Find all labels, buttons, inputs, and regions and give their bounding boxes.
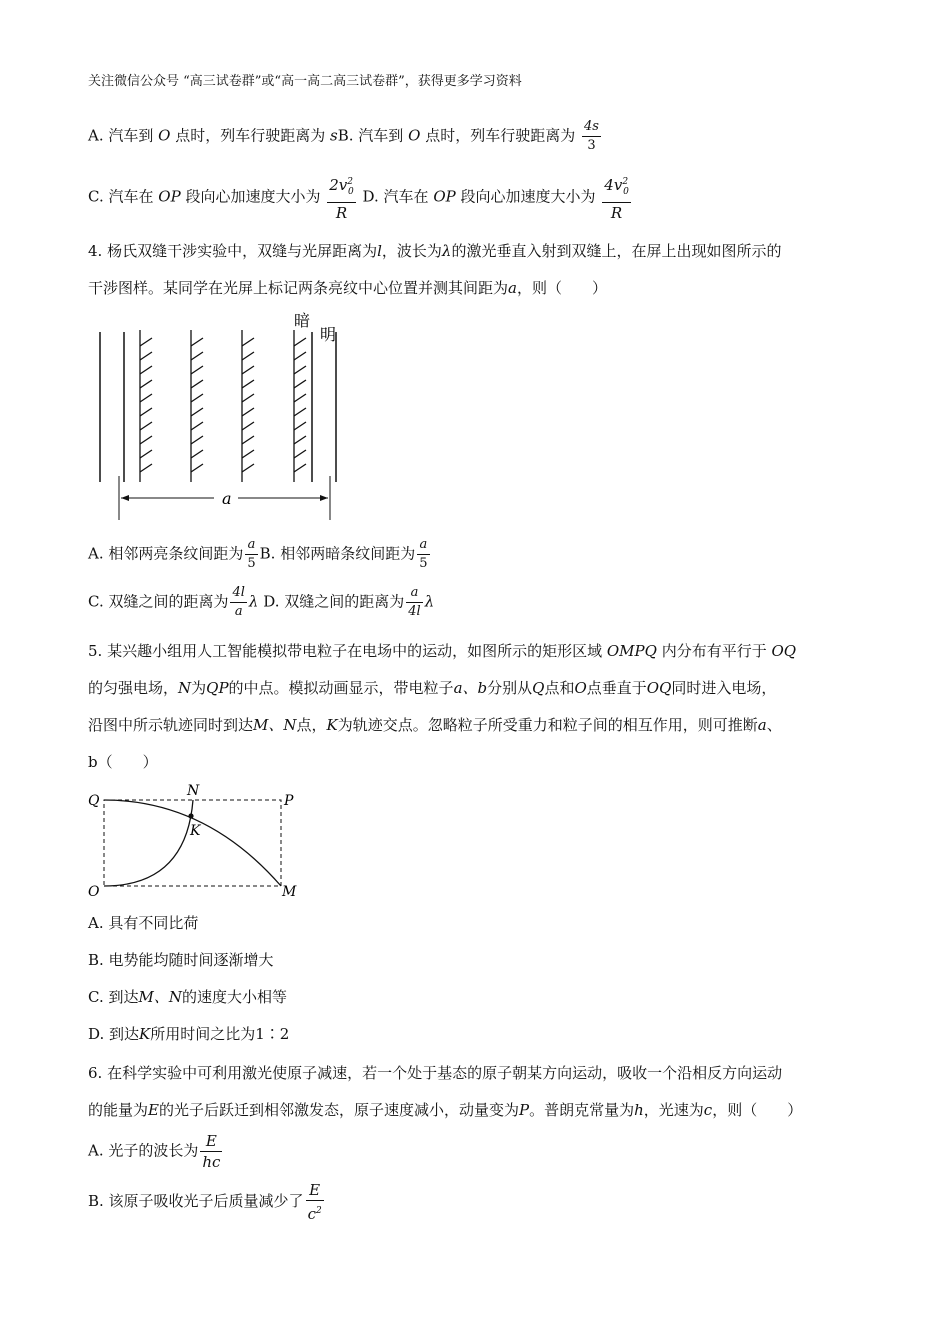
q3-optD-OP: OP [433, 187, 456, 206]
dark-fringe-1 [140, 330, 152, 482]
q3-optC-fraction: $\frac{2v^2_0}{R}$ [327, 172, 356, 223]
q3-options-ab [88, 118, 603, 155]
q6-stem-line2: 的能量为E的光子后跃迁到相邻激发态，原子速度减小，动量变为P。普朗克常量为h，光速为c，则（ ） [88, 1101, 803, 1119]
q3-optD-text: D. 汽车在 [362, 187, 429, 206]
q5-optA: A. 具有不同比荷 [88, 914, 199, 932]
q5-optD: D. 到达K所用时间之比为1∶2 [88, 1025, 290, 1043]
distance-label: a [222, 489, 232, 508]
q3-optB-text: B. 汽车到 [337, 126, 404, 145]
q3-optD-mid: 段向心加速度大小为 [460, 187, 596, 206]
q3-optA-s: s [330, 126, 338, 145]
q4-options-ab: A. 相邻两亮条纹间距为 $\frac{a}{5}$ B. 相邻两暗条纹间距为 $\frac{a}{5}$ [88, 537, 428, 571]
label-K: K [190, 823, 201, 839]
header-note: 关注微信公众号 “高三试卷群”或“高一高二高三试卷群”，获得更多学习资料 [88, 74, 522, 89]
dark-label: 暗 [294, 311, 311, 330]
intersection-point [188, 813, 193, 818]
q5-stem-line3: 沿图中所示轨迹同时到达M、N点，K为轨迹交点。忽略粒子所受重力和粒子间的相互作用，则可推断a、 [88, 716, 782, 734]
q5-stem-line2: 的匀强电场，N为QP的中点。模拟动画显示，带电粒子a、b分别从Q点和O点垂直于OQ同时进入电场， [88, 679, 777, 697]
interference-pattern-figure [90, 310, 390, 525]
q6-optB: B. 该原子吸收光子后质量减少了 $\frac{E}{c^2}$ [88, 1181, 322, 1223]
q3-optA-O: O [158, 126, 171, 145]
q4-stem-line2: 干涉图样。某同学在光屏上标记两条亮纹中心位置并测其间距为a，则（ ） [88, 279, 607, 297]
label-N: N [187, 783, 200, 799]
label-P: P [284, 793, 294, 809]
q3-optD-fraction: $\frac{4v^2_0}{R}$ [602, 172, 631, 223]
bright-label: 明 [320, 325, 337, 344]
label-O: O [88, 884, 100, 900]
q5-stem-line1: 5. 某兴趣小组用人工智能模拟带电粒子在电场中的运动，如图所示的矩形区域 OMPQ 内分布有平行于 OQ [88, 642, 797, 660]
q6-optA: A. 光子的波长为 $\frac{E}{hc}$ [88, 1132, 221, 1171]
q5-optB: B. 电势能均随时间逐渐增大 [88, 951, 274, 969]
dark-fringe-2 [191, 330, 203, 482]
q5-optC: C. 到达M、N的速度大小相等 [88, 988, 287, 1006]
q5-stem-line4: b（ ） [88, 753, 158, 771]
electric-field-figure [86, 780, 306, 900]
dark-fringe-3 [242, 330, 254, 482]
q4-options-cd: C. 双缝之间的距离为 $\frac{4l}{a}$ λ D. 双缝之间的距离为 $\frac{a}{4l}$ λ [88, 585, 435, 619]
q4-stem-line1: 4. 杨氏双缝干涉实验中，双缝与光屏距离为l，波长为λ的激光垂直入射到双缝上，在屏上出现如图所示的 [88, 242, 782, 260]
q3-optB-O: O [408, 126, 421, 145]
q3-optC-text: C. 汽车在 [88, 187, 154, 206]
q3-optB-fraction: $\frac{4s}{3}$ [583, 119, 599, 153]
dark-fringe-4 [294, 330, 306, 482]
label-Q: Q [88, 793, 100, 809]
label-M: M [282, 884, 297, 900]
q6-stem-line1: 6. 在科学实验中可利用激光使原子减速，若一个处于基态的原子朝某方向运动，吸收一个沿相反方向运动 [88, 1064, 783, 1082]
q3-optC-mid: 段向心加速度大小为 [185, 187, 321, 206]
q3-optB-mid: 点时，列车行驶距离为 [425, 126, 576, 145]
q3-options-cd [88, 172, 633, 223]
trajectory-a [104, 800, 281, 886]
q3-optA-mid: 点时，列车行驶距离为 [175, 126, 326, 145]
q3-optC-OP: OP [158, 187, 181, 206]
q3-optA-text: A. 汽车到 [88, 126, 154, 145]
